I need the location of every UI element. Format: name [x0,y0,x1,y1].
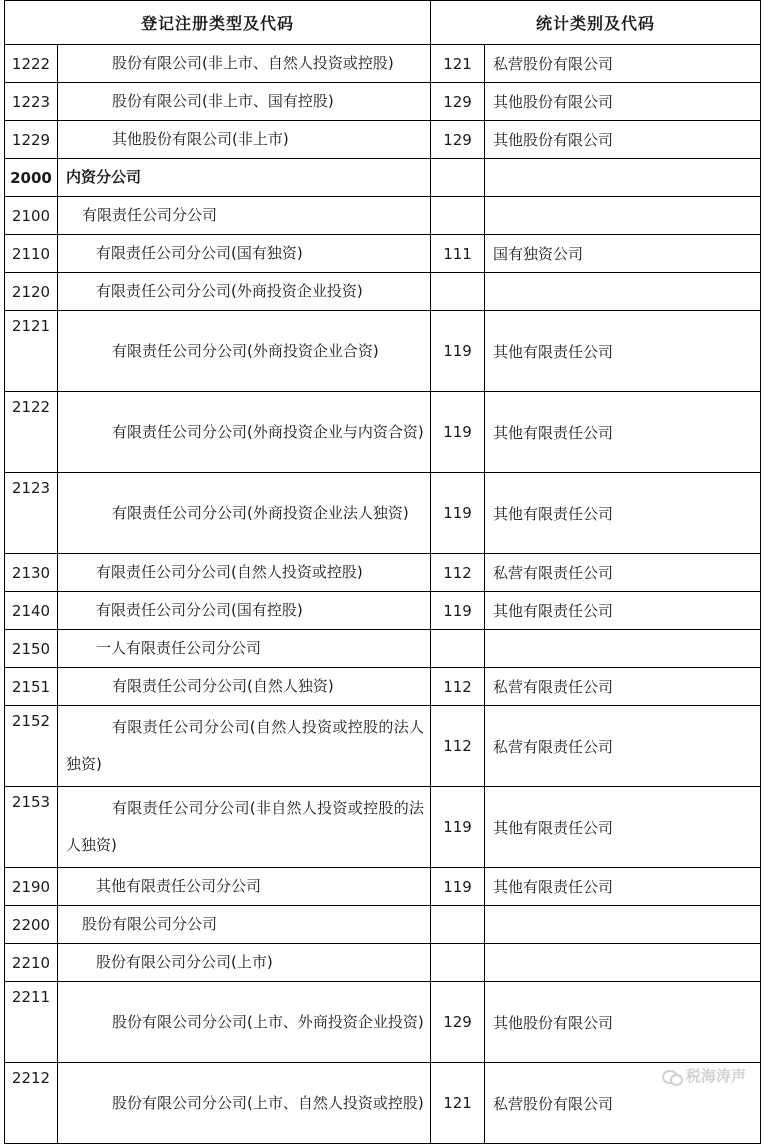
reg-name: 股份有限公司分公司(上市、外商投资企业投资) [58,982,431,1063]
reg-code: 1223 [5,83,58,121]
reg-name: 有限责任公司分公司(外商投资企业投资) [58,273,431,311]
stat-code: 112 [431,706,485,787]
stat-name [485,197,761,235]
stat-name [485,159,761,197]
stat-code: 129 [431,83,485,121]
reg-code: 2121 [5,311,58,392]
stat-name [485,906,761,944]
stat-code [431,906,485,944]
reg-code: 2150 [5,630,58,668]
header-registration-type: 登记注册类型及代码 [5,1,431,45]
stat-code: 129 [431,982,485,1063]
stat-code: 112 [431,668,485,706]
reg-name: 有限责任公司分公司(外商投资企业合资) [58,311,431,392]
stat-name: 其他股份有限公司 [485,83,761,121]
stat-code [431,159,485,197]
reg-code: 1222 [5,45,58,83]
reg-code: 2123 [5,473,58,554]
header-statistical-category: 统计类别及代码 [431,1,761,45]
watermark [662,1065,746,1086]
stat-code: 119 [431,392,485,473]
stat-name [485,630,761,668]
stat-code [431,944,485,982]
table-row [5,554,761,592]
reg-name: 有限责任公司分公司(非自然人投资或控股的法人独资) [58,787,431,868]
stat-code [431,273,485,311]
table-row [5,868,761,906]
reg-code: 2122 [5,392,58,473]
stat-name: 其他有限责任公司 [485,473,761,554]
table-row [5,592,761,630]
table-row [5,1063,761,1144]
reg-code: 2210 [5,944,58,982]
stat-name: 国有独资公司 [485,235,761,273]
stat-code: 121 [431,1063,485,1144]
stat-name: 其他有限责任公司 [485,868,761,906]
table-row [5,473,761,554]
stat-code [431,630,485,668]
reg-code: 2190 [5,868,58,906]
reg-name: 股份有限公司(非上市、国有控股) [58,83,431,121]
reg-name: 有限责任公司分公司(外商投资企业与内资合资) [58,392,431,473]
stat-name: 其他股份有限公司 [485,121,761,159]
reg-name: 股份有限公司分公司 [58,906,431,944]
table-row [5,706,761,787]
reg-name: 有限责任公司分公司(外商投资企业法人独资) [58,473,431,554]
table-row [5,982,761,1063]
reg-name: 有限责任公司分公司(国有独资) [58,235,431,273]
stat-code [431,197,485,235]
stat-code: 119 [431,592,485,630]
reg-name: 其他股份有限公司(非上市) [58,121,431,159]
table-row [5,906,761,944]
stat-name: 其他有限责任公司 [485,787,761,868]
stat-name: 其他有限责任公司 [485,592,761,630]
reg-code: 2100 [5,197,58,235]
reg-name: 股份有限公司(非上市、自然人投资或控股) [58,45,431,83]
stat-name [485,944,761,982]
reg-code: 2200 [5,906,58,944]
stat-code: 119 [431,473,485,554]
reg-code: 2000 [5,159,58,197]
stat-code: 121 [431,45,485,83]
stat-name: 私营有限责任公司 [485,554,761,592]
stat-name: 其他有限责任公司 [485,311,761,392]
reg-code: 2151 [5,668,58,706]
table-row [5,235,761,273]
stat-code: 119 [431,868,485,906]
stat-code: 111 [431,235,485,273]
table-row [5,83,761,121]
reg-name: 有限责任公司分公司(国有控股) [58,592,431,630]
table-row [5,273,761,311]
reg-code: 2120 [5,273,58,311]
reg-code: 2153 [5,787,58,868]
stat-name: 私营有限责任公司 [485,668,761,706]
table-row [5,197,761,235]
stat-name: 私营股份有限公司 [485,45,761,83]
table-row [5,121,761,159]
reg-name: 有限责任公司分公司(自然人投资或控股的法人独资) [58,706,431,787]
reg-name: 内资分公司 [58,159,431,197]
reg-code: 2140 [5,592,58,630]
watermark-text: 税海涛声 [685,1067,746,1085]
reg-name: 股份有限公司分公司(上市) [58,944,431,982]
reg-name: 有限责任公司分公司 [58,197,431,235]
table-row [5,630,761,668]
stat-code: 112 [431,554,485,592]
table-row [5,787,761,868]
reg-code: 2110 [5,235,58,273]
wechat-icon [662,1068,682,1084]
table-row [5,45,761,83]
stat-code: 129 [431,121,485,159]
stat-code: 119 [431,311,485,392]
reg-code: 1229 [5,121,58,159]
registration-type-table [4,0,761,1144]
table-row [5,392,761,473]
stat-name: 其他有限责任公司 [485,392,761,473]
table-row [5,668,761,706]
reg-name: 有限责任公司分公司(自然人独资) [58,668,431,706]
table-row [5,311,761,392]
reg-code: 2152 [5,706,58,787]
reg-code: 2130 [5,554,58,592]
stat-name: 私营有限责任公司 [485,706,761,787]
table-row [5,159,761,197]
reg-code: 2212 [5,1063,58,1144]
stat-code: 119 [431,787,485,868]
reg-code: 2211 [5,982,58,1063]
reg-name: 一人有限责任公司分公司 [58,630,431,668]
reg-name: 股份有限公司分公司(上市、自然人投资或控股) [58,1063,431,1144]
reg-name: 其他有限责任公司分公司 [58,868,431,906]
reg-name: 有限责任公司分公司(自然人投资或控股) [58,554,431,592]
table-row [5,944,761,982]
stat-name: 其他股份有限公司 [485,982,761,1063]
stat-name [485,273,761,311]
stat-name: 私营股份有限公司 [485,1063,761,1144]
